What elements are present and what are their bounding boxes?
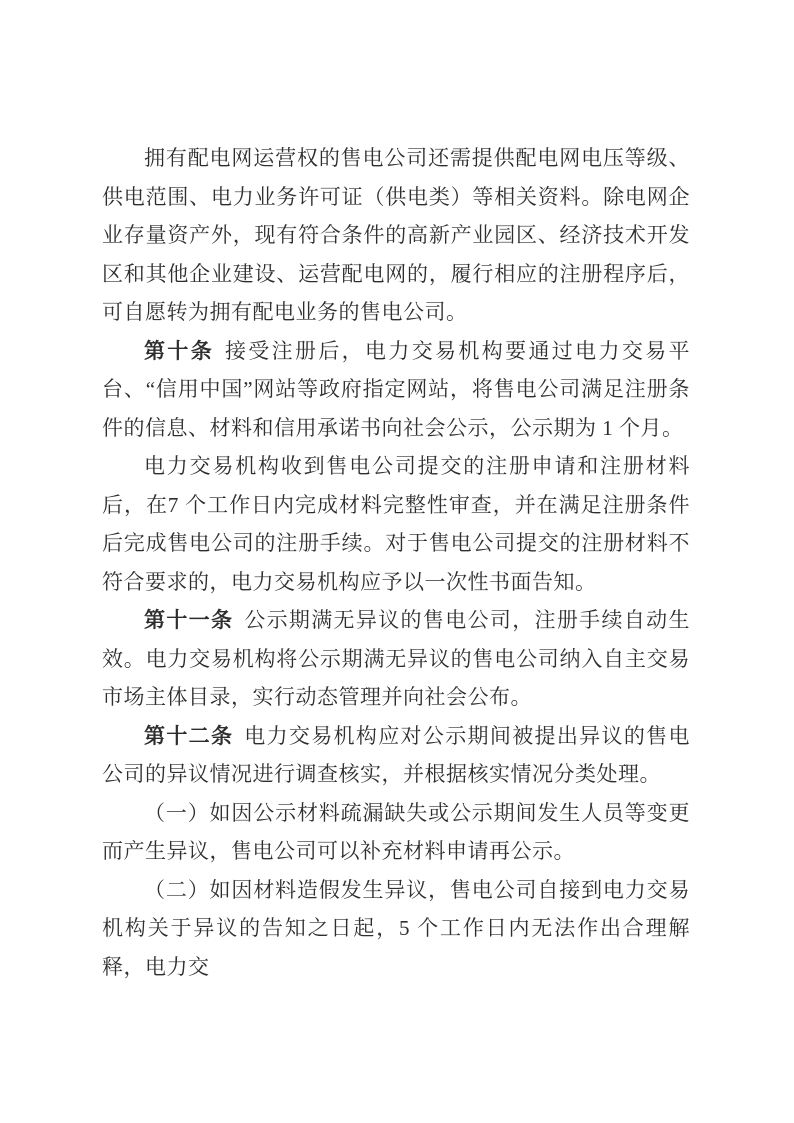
paragraph-article-10 — [102, 332, 690, 448]
article-12-label: 第十二条 — [144, 723, 234, 748]
paragraph-article-12 — [102, 717, 690, 794]
article-11-label: 第十一条 — [144, 608, 234, 632]
paragraph-text: 接受注册后，电力交易机构要通过电力交易平台、“信用中国”网站等政府指定网站，将售电公司满足注册条件的信息、材料和信用承诺书向社会公示，公示期为 1 个月。 — [102, 338, 691, 440]
paragraph-article-11 — [102, 601, 690, 717]
paragraph-text: （二）如因材料造假发生异议，售电公司自接到电力交易机构关于异议的告知之日起，5 个工作日内无法作出合理解释，电力交 — [102, 877, 690, 979]
paragraph-text: （一）如因公示材料疏漏缺失或公示期间发生人员等变更而产生异议，售电公司可以补充材料申请再公示。 — [102, 800, 690, 863]
article-10-label: 第十条 — [144, 338, 215, 363]
paragraph-distribution-network-note — [102, 139, 690, 332]
paragraph-item-2 — [102, 871, 690, 987]
paragraph-item-1 — [102, 794, 690, 871]
paragraph-text: 电力交易机构应对公示期间被提出异议的售电公司的异议情况进行调查核实，并根据核实情况分类处理。 — [102, 723, 691, 786]
paragraph-text: 拥有配电网运营权的售电公司还需提供配电网电压等级、供电范围、电力业务许可证（供电类）等相关资料。除电网企业存量资产外，现有符合条件的高新产业园区、经济技术开发区和其他企业建设、运营配电网的，履行相应的注册程序后，可自愿转为拥有配电业务的售电公司。 — [102, 146, 690, 324]
paragraph-text: 电力交易机构收到售电公司提交的注册申请和注册材料后，在7 个工作日内完成材料完整性审查，并在满足注册条件后完成售电公司的注册手续。对于售电公司提交的注册材料不符合要求的，电力交易机构应予以一次性书面告知。 — [102, 454, 690, 594]
paragraph-review-procedure — [102, 447, 690, 601]
paragraph-text: 公示期满无异议的售电公司，注册手续自动生效。电力交易机构将公示期满无异议的售电公司纳入自主交易市场主体目录，实行动态管理并向社会公布。 — [102, 608, 691, 709]
